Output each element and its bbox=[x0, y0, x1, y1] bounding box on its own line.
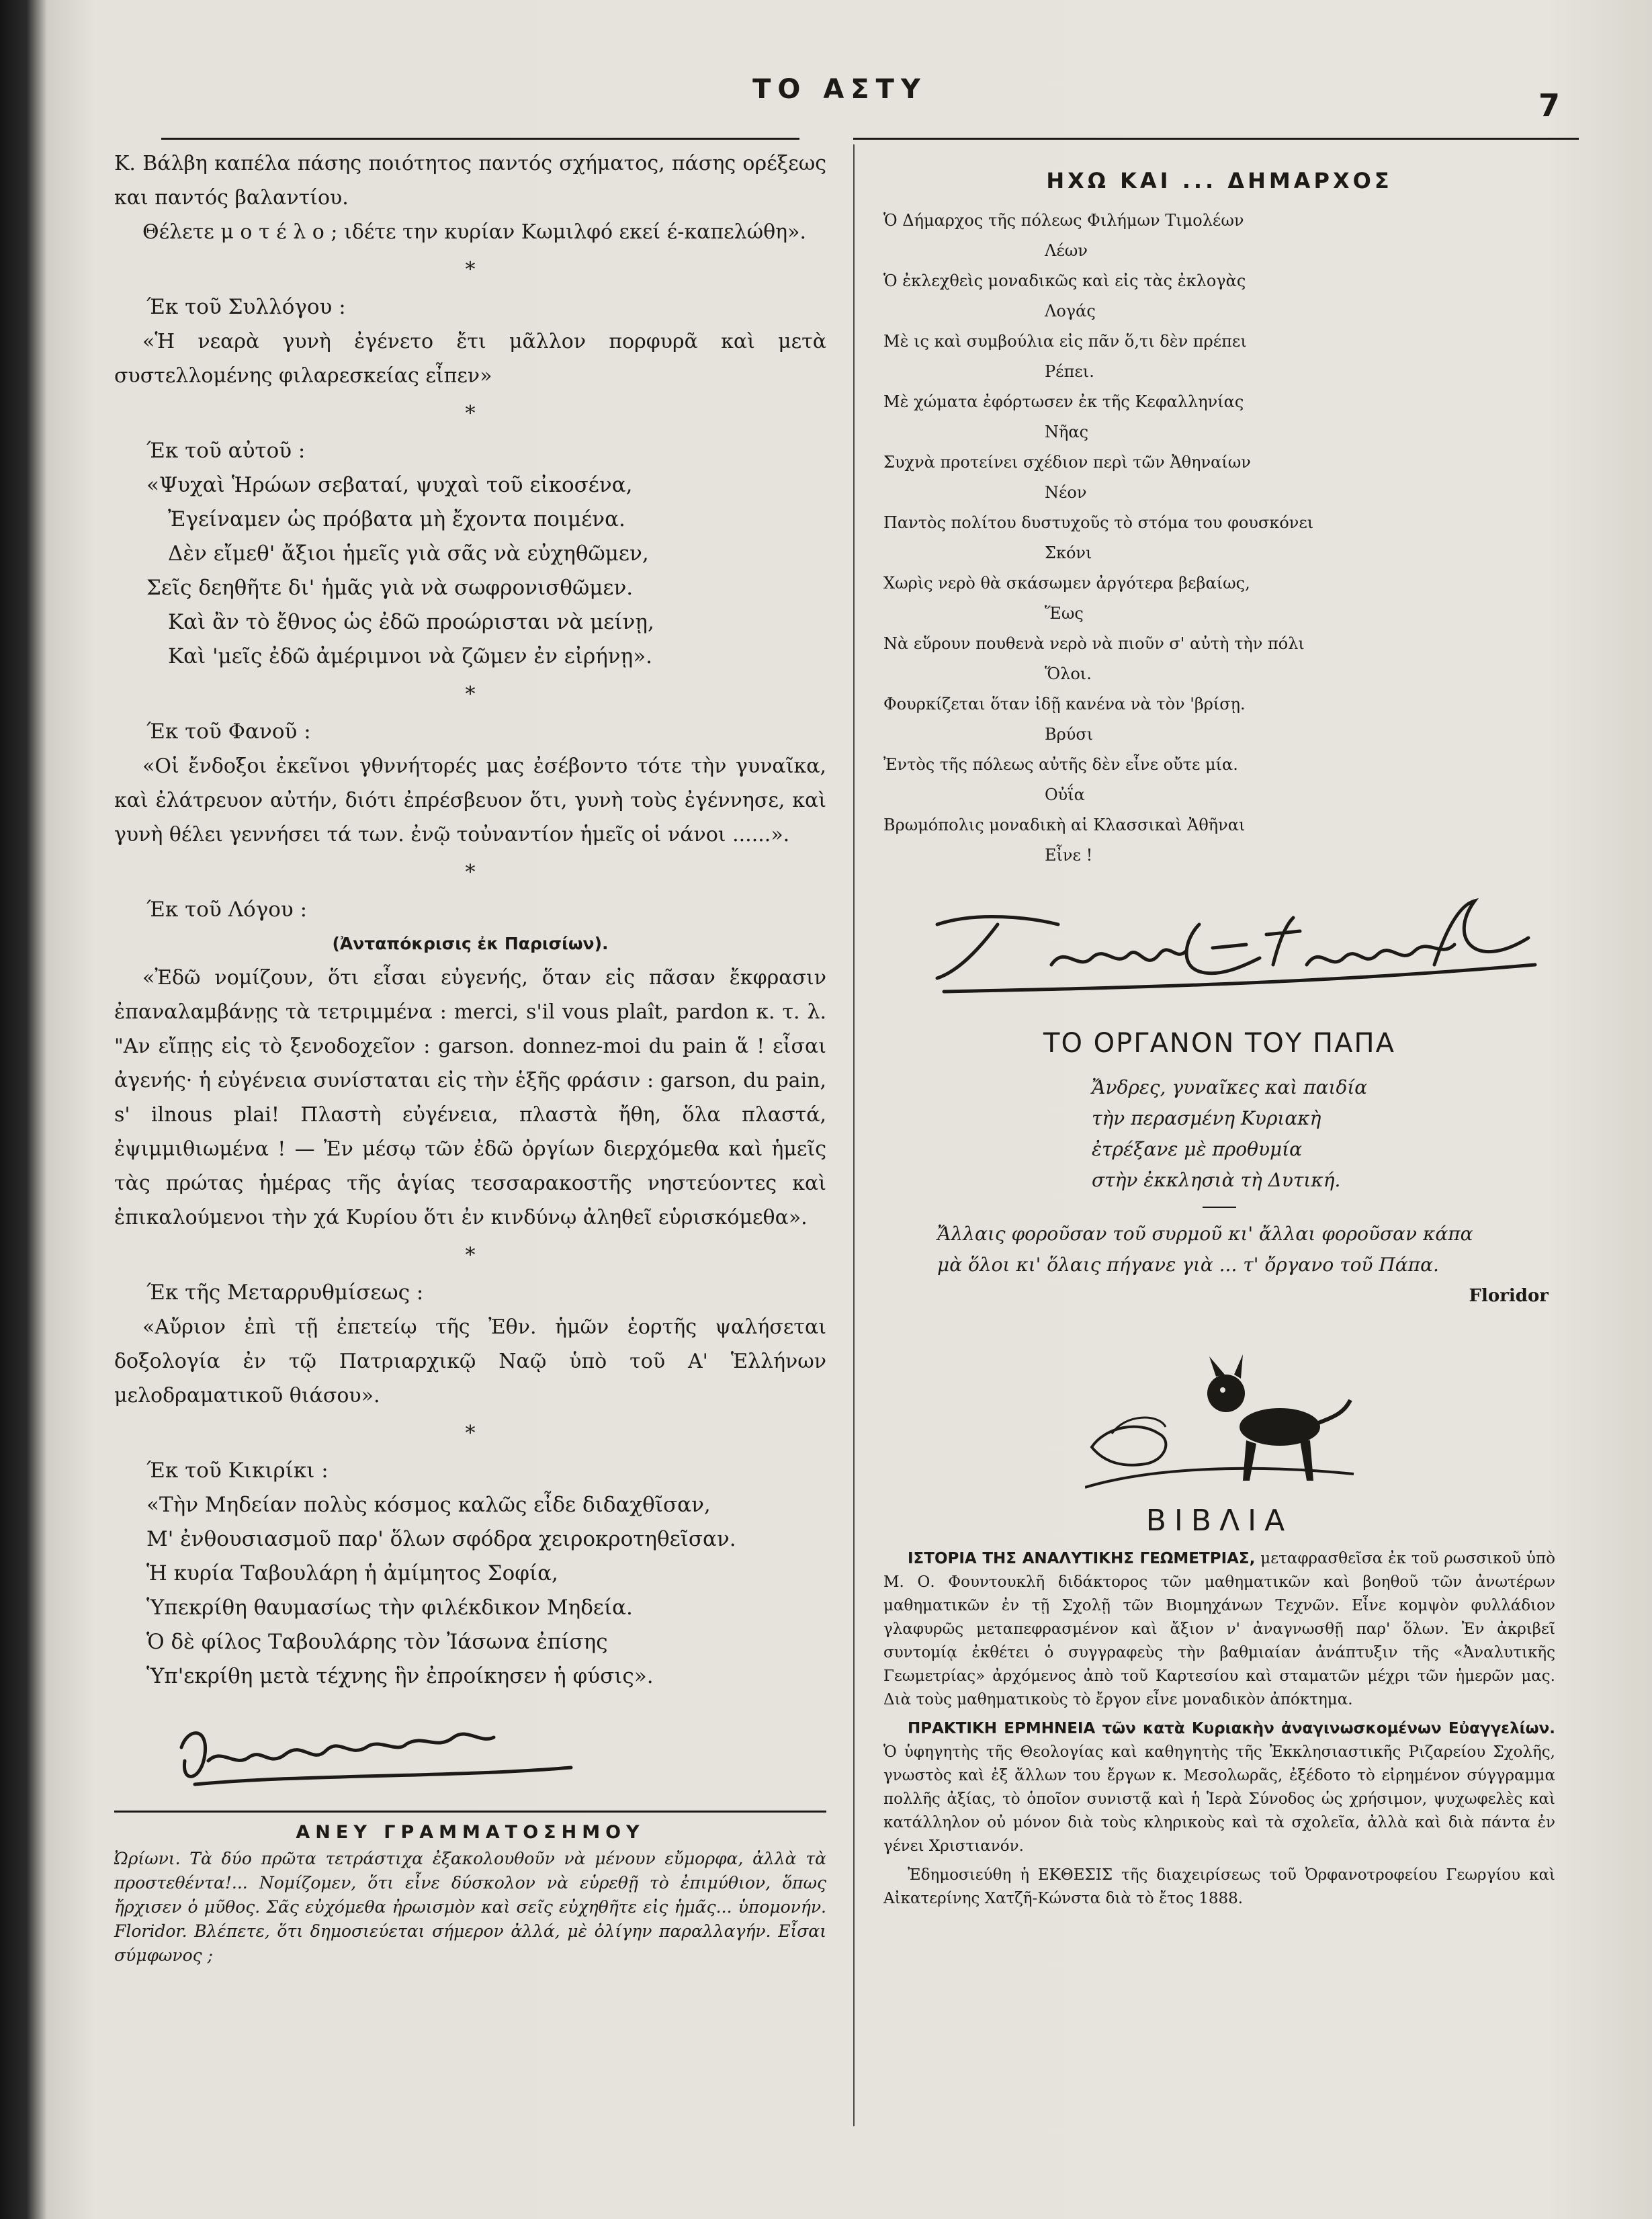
cartoon-illustration bbox=[1085, 1346, 1555, 1497]
verse-line: Καὶ ἂν τὸ ἔθνος ὡς ἐδῶ προώρισται νὰ μείνῃ, bbox=[168, 610, 654, 634]
left-column bbox=[114, 146, 826, 1968]
box-text: Ὠρίωνι. Τὰ δύο πρῶτα τετράστιχα ἐξακολουθοῦν νὰ μένουν εὔμορφα, ἀλλὰ τὰ προστεθέντα!... Νομίζομεν, ὅτι εἶνε δύσκολον νὰ εὑρεθῇ τὸ ἐπιμύθιον, ὅπως ἤρχισεν ὁ μῦθος. Σᾶς εὐχόμεθα ἠρωισμὸν καὶ σεῖς εὐχηθῆτε εἰς ἡμᾶς... ὑπομονήν. Floridor. Βλέπετε, ὅτι δημοσιεύεται σήμερον ἀλλά, μὲ ὀλίγην παραλλαγήν. Εἶσαι σύμφωνος ; bbox=[114, 1849, 826, 1965]
echo-response: Ὅλοι. bbox=[1045, 664, 1092, 683]
dog-and-sleeper-drawing bbox=[1085, 1346, 1367, 1494]
echo-response: Λογάς bbox=[1045, 302, 1096, 320]
echo-poem bbox=[883, 206, 1555, 871]
echo-line: Βρωμόπολις μοναδικὴ αἱ Κλασσικαὶ Ἀθῆναι bbox=[883, 816, 1246, 834]
verse-line: στὴν ἐκκλησιὰ τὴ Δυτική. bbox=[1092, 1169, 1341, 1191]
echo-response: Ἕως bbox=[1045, 604, 1084, 623]
echo-response: Ρέπει. bbox=[1045, 362, 1094, 381]
section-quote: «Οἱ ἔνδοξοι ἐκεῖνοι γθννήτορές μας ἐσέβοντο τότε τὴν γυναῖκα, καὶ ἐλάτρευον αὐτήν, διότι ἐπρέσβευον ὅτι, γυνὴ τοὺς ἐγέννησε, καὶ γυνὴ θέλει γεννήσει τά των. ἐνῷ τοὐναντίον ἡμεῖς οἱ νάνοι ......». bbox=[114, 754, 826, 846]
verse-line: Ὑπεκρίθη θαυμασίως τὴν φιλέκδικον Μηδεία. bbox=[146, 1596, 633, 1620]
echo-line: Νὰ εὕρουν πουθενὰ νερὸ νὰ πιοῦν σ' αὐτὴ τὴν πόλι bbox=[883, 634, 1305, 653]
verse-line: Ἄνδρες, γυναῖκες καὶ παιδία bbox=[1092, 1076, 1368, 1098]
echo-response: Βρύσι bbox=[1045, 725, 1094, 744]
section-separator: * bbox=[465, 402, 476, 425]
verse-line: Καὶ 'μεῖς ἐδῶ ἀμέριμνοι νὰ ζῶμεν ἐν εἰρήνῃ». bbox=[168, 644, 653, 668]
section-source: Έκ τοῦ Κικιρίκι : bbox=[146, 1459, 329, 1483]
section-quote: «Ἡ νεαρὰ γυνὴ ἐγένετο ἔτι μᾶλλον πορφυρᾶ καὶ μετὰ συστελλομένης φιλαρεσκείας εἶπεν» bbox=[114, 330, 826, 388]
section-source: Έκ τοῦ αὐτοῦ : bbox=[146, 439, 306, 463]
book-entry bbox=[883, 1717, 1555, 1858]
verse-line: Ὁ δὲ φίλος Ταβουλάρης τὸν Ἰάσωνα ἐπίσης bbox=[146, 1630, 608, 1654]
signature-right bbox=[897, 898, 1555, 1008]
book-entry bbox=[883, 1864, 1555, 1911]
echo-response: Λέων bbox=[1045, 241, 1088, 260]
echo-line: Μὲ χώματα ἐφόρτωσεν ἐκ τῆς Κεφαλληνίας bbox=[883, 392, 1244, 411]
echo-line: Μὲ ις καὶ συμβούλια εἰς πᾶν ὅ,τι δὲν πρέπει bbox=[883, 332, 1247, 351]
echo-response: Σκόνι bbox=[1045, 543, 1092, 562]
verse-line: «Ψυχαὶ Ἡρώων σεβαταί, ψυχαὶ τοῦ εἰκοσένα, bbox=[146, 473, 633, 497]
section-separator: * bbox=[465, 1244, 476, 1267]
echo-line: Ἐντὸς τῆς πόλεως αὐτῆς δὲν εἶνε οὔτε μία. bbox=[883, 755, 1238, 774]
intro-paragraph-2: Θέλετε μ ο τ έ λ ο ; ιδέτε την κυρίαν Κωμιλφό εκεί έ-καπελώθη». bbox=[142, 220, 807, 244]
book-entry bbox=[883, 1547, 1555, 1712]
echo-response: Νῆας bbox=[1045, 423, 1089, 441]
organ-author: Floridor bbox=[1469, 1286, 1549, 1306]
echo-response: Νέον bbox=[1045, 483, 1087, 502]
verse-line: Ὑπ'εκρίθη μετὰ τέχνης ἣν ἐπροίκησεν ἡ φύσις». bbox=[146, 1664, 654, 1688]
section-source: Έκ τοῦ Συλλόγου : bbox=[146, 295, 346, 319]
section-source: Έκ τῆς Μεταρρυθμίσεως : bbox=[146, 1280, 424, 1305]
books-title: ΒΙΒΛΙΑ bbox=[1145, 1504, 1293, 1538]
organ-verse-1 bbox=[883, 1072, 1555, 1196]
signature-left bbox=[168, 1721, 826, 1797]
verse-line: μὰ ὅλοι κι' ὅλαις πήγανε γιὰ ... τ' ὄργανο τοῦ Πάπα. bbox=[937, 1254, 1439, 1276]
verse-line: ἐτρέξανε μὲ προθυμία bbox=[1092, 1138, 1303, 1160]
echo-response: Εἶνε ! bbox=[1045, 846, 1093, 865]
section-verse bbox=[114, 1488, 826, 1694]
verse-line: «Τὴν Μηδείαν πολὺς κόσμος καλῶς εἶδε διδαχθῖσαν, bbox=[146, 1493, 711, 1517]
masthead: ΤΟ ΑΣΤΥ bbox=[752, 74, 927, 105]
book-description: Ἐδημοσιεύθη ἡ ΕΚΘΕΣΙΣ τῆς διαχειρίσεως τοῦ Ὀρφανοτροφείου Γεωργίου καὶ Αἰκατερίνης Χατζῆ-Κώνστα διὰ τὸ ἔτος 1888. bbox=[883, 1866, 1555, 1907]
verse-line: τὴν περασμένη Κυριακὴ bbox=[1092, 1107, 1321, 1129]
verse-line: Ἄλλαις φοροῦσαν τοῦ συρμοῦ κι' ἄλλαι φοροῦσαν κάπα bbox=[937, 1223, 1473, 1245]
section-source: Έκ τοῦ Λόγου : bbox=[146, 898, 308, 922]
organ-verse-2 bbox=[883, 1219, 1555, 1280]
echo-title: ΗΧΩ ΚΑΙ ... ΔΗΜΑΡΧΟΣ bbox=[1046, 168, 1393, 193]
verse-line: Ἐγείναμεν ὡς πρόβατα μὴ ἔχοντα ποιμένα. bbox=[168, 507, 625, 531]
book-description: Ὁ ὑφηγητὴς τῆς Θεολογίας καὶ καθηγητὴς τῆς Ἐκκλησιαστικῆς Ριζαρείου Σχολῆς, γνωστὸς καὶ ἐξ ἄλλων του ἔργων κ. Μεσολωρᾶς, ἐξέδοτο τὸ εἰρημένον σύγγραμμα πολλῆς ἀξίας, τὸ ὁποῖον συνιστᾷ καὶ ἡ Ἱερὰ Σύνοδος ὡς χρήσιμον, ψυχωφελὲς καὶ κατάλληλον οὐ μόνον διὰ τοὺς κληρικοὺς καὶ τὰ σχολεῖα, ἀλλὰ καὶ διὰ πάντα ἐν γένει Χριστιανόν. bbox=[883, 1743, 1555, 1855]
echo-line: Ὁ ἐκλεχθεὶς μοναδικῶς καὶ εἰς τὰς ἐκλογὰς bbox=[883, 271, 1246, 290]
verse-line: Δὲν εἴμεθ' ἄξιοι ἡμεῖς γιὰ σᾶς νὰ εὐχηθῶμεν, bbox=[168, 541, 649, 566]
intro-paragraph-1: Κ. Βάλβη καπέλα πάσης ποιότητος παντός σχήματος, πάσης ορέξεως και παντός βαλαντίου. bbox=[114, 152, 826, 210]
echo-line: Παντὸς πολίτου δυστυχοῦς τὸ στόμα του φουσκόνει bbox=[883, 513, 1314, 532]
section-quote: «Αὔριον ἐπὶ τῇ ἐπετείῳ τῆς Ἐθν. ἡμῶν ἑορτῆς ψαλήσεται δοξολογία ἐν τῷ Πατριαρχικῷ Ναῷ ὑπὸ τοῦ Α' Ἑλλήνων μελοδραματικοῦ θιάσου». bbox=[114, 1315, 826, 1407]
echo-line: Ὁ Δήμαρχος τῆς πόλεως Φιλήμων Τιμολέων bbox=[883, 211, 1244, 230]
organ-title: ΤΟ ΟΡΓΑΝΟΝ ΤΟΥ ΠΑΠΑ bbox=[1043, 1028, 1395, 1059]
echo-line: Χωρὶς νερὸ θὰ σκάσωμεν ἀργότερα βεβαίως, bbox=[883, 574, 1250, 593]
section-source: Έκ τοῦ Φανοῦ : bbox=[146, 720, 311, 744]
section-separator: * bbox=[465, 683, 476, 706]
book-title: ΠΡΑΚΤΙΚΗ ΕΡΜΗΝΕΙΑ τῶν κατὰ Κυριακὴν ἀναγινωσκομένων Εὐαγγελίων. bbox=[908, 1720, 1555, 1737]
echo-line: Συχνὰ προτείνει σχέδιον περὶ τῶν Ἀθηναίων bbox=[883, 453, 1251, 472]
section-verse bbox=[114, 468, 826, 674]
signature-right-drawing bbox=[897, 898, 1555, 1005]
book-description: μεταφρασθεῖσα ἐκ τοῦ ρωσσικοῦ ὑπὸ Μ. Ο. Φουντουκλῆ διδάκτορος τῶν μαθηματικῶν καὶ βοηθοῦ τῶν ἀνωτέρων μαθηματικῶν ἐν τῇ Σχολῇ τῶν Βιομηχάνων Τεχνῶν. Εἶνε κομψὸν φυλλάδιον γλαφυρῶς μεταπεφρασμένον καὶ ἄξιον ν' ἀναγνωσθῇ παρ' ὅλων. Ἐν ἀκριβεῖ συντομίᾳ ἐκθέτει ὁ συγγραφεὺς τὴν βαθμιαίαν ἀνάπτυξιν τῆς «Ἀναλυτικῆς Γεωμετρίας» ἀρχόμενος ἀπὸ τοῦ Καρτεσίου καὶ σταματῶν μέχρι τῶν ἡμερῶν μας. Διὰ τοὺς μαθηματικοὺς τὸ ἔργον εἶνε μοναδικὸν ἀπόκτημα. bbox=[883, 1550, 1555, 1708]
section-subhead: (Ἀνταπόκρισις ἐκ Παρισίων). bbox=[332, 934, 609, 953]
signature-left-drawing bbox=[168, 1721, 584, 1794]
page-number: 7 bbox=[1538, 87, 1561, 124]
book-title: ΙΣΤΟΡΙΑ ΤΗΣ ΑΝΑΛΥΤΙΚΗΣ ΓΕΩΜΕΤΡΙΑΣ, bbox=[908, 1550, 1256, 1567]
verse-line: Σεῖς δεηθῆτε δι' ἡμᾶς γιὰ νὰ σωφρονισθῶμεν. bbox=[146, 576, 634, 600]
section-separator: * bbox=[465, 258, 476, 281]
section-quote: «Ἐδῶ νομίζουν, ὅτι εἶσαι εὐγενής, ὅταν εἰς πᾶσαν ἔκφρασιν ἐπαναλαμβάνῃς τὰ τετριμμένα : merci, s'il vous plaît, pardon κ. τ. λ. "Αν εἴπῃς εἰς τὸ ξενοδοχεῖον : garson. donnez-moi du pain ἅ ! εἶσαι ἀγενής· ἡ εὐγένεια συνίσταται εἰς τὴν ἑξῆς φράσιν : garson, du pain, s' ilnous plai! Πλαστὴ εὐγένεια, πλαστὰ ἤθη, ὅλα πλαστά, ἐψιμμιθιωμένα ! — Ἐν μέσῳ τῶν ἐδῶ ὀργίων διερχόμεθα καὶ ἡμεῖς τὰς πρώτας ἡμέρας τῆς ἁγίας τεσσαρακοστῆς νηστεύοντες καὶ ἐπικαλούμενοι τὴν χά Κυρίου ὅτι ἐν κινδύνῳ ἀληθεῖ εὑρισκόμεθα». bbox=[114, 966, 826, 1229]
verse-line: Ἡ κυρία Ταβουλάρη ἡ ἀμίμητος Σοφία, bbox=[146, 1561, 558, 1585]
echo-line: Φουρκίζεται ὅταν ἰδῇ κανένα νὰ τὸν 'βρίσῃ. bbox=[883, 695, 1246, 713]
short-rule bbox=[1203, 1207, 1236, 1208]
top-rule-left bbox=[161, 138, 799, 140]
section-separator: * bbox=[465, 1422, 476, 1445]
box-title: ΑΝΕΥ ΓΡΑΜΜΑΤΟΣΗΜΟΥ bbox=[114, 1811, 826, 1843]
echo-response: Οὐΐα bbox=[1045, 785, 1085, 804]
right-column bbox=[883, 161, 1555, 1916]
top-rule-right bbox=[853, 138, 1579, 140]
section-separator: * bbox=[465, 861, 476, 884]
verse-line: Μ' ἐνθουσιασμοῦ παρ' ὅλων σφόδρα χειροκροτηθεῖσαν. bbox=[146, 1527, 736, 1551]
column-rule bbox=[853, 144, 855, 2126]
